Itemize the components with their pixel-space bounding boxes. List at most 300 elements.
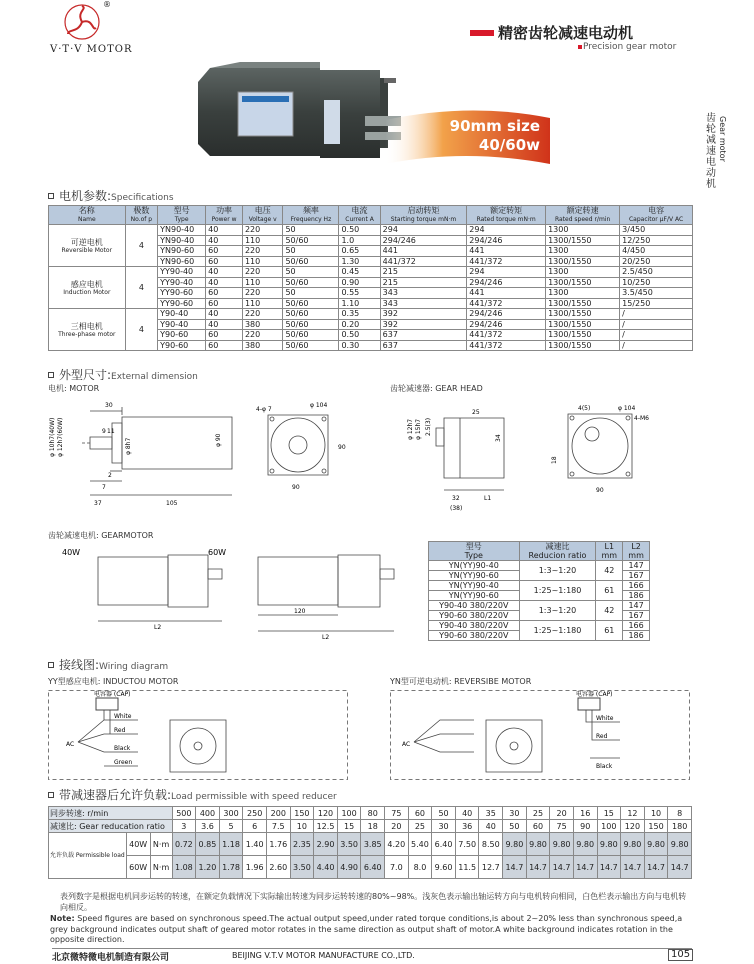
spec-poles: 4 xyxy=(125,225,158,267)
page-title: 精密齿轮减速电动机 xyxy=(498,24,634,42)
dim-30: 30 xyxy=(105,402,113,409)
group-en: Induction Motor xyxy=(63,288,111,296)
motor-side-drawing xyxy=(252,395,352,495)
dim-shaft-12: φ 12h7 xyxy=(407,418,414,440)
load-value: 3.50 xyxy=(290,856,314,879)
spec-cell: 3.5/450 xyxy=(620,288,693,299)
load-ratio-cell: 40 xyxy=(479,820,503,833)
spec-cell: 0.50 xyxy=(339,225,380,236)
dim-120: 120 xyxy=(294,608,306,615)
yn-wiring-diagram xyxy=(390,690,690,780)
ratio-col-en: mm xyxy=(628,551,644,560)
load-value: 1.96 xyxy=(243,856,267,879)
title-dot xyxy=(578,45,582,49)
load-row xyxy=(49,833,692,856)
spec-cell: 1300/1550 xyxy=(546,340,620,351)
spec-cell: 380 xyxy=(242,340,282,351)
dim-104: φ 104 xyxy=(310,402,328,409)
note-en-label: Note: xyxy=(50,914,75,923)
dim-105: 105 xyxy=(166,500,178,507)
spec-cell: 60 xyxy=(206,288,243,299)
spec-cell: 60 xyxy=(206,256,243,267)
spec-cell: 50/60 xyxy=(283,330,339,341)
load-value: 1.76 xyxy=(266,833,290,856)
load-speed-cell: 8 xyxy=(668,807,692,820)
yn-white: White xyxy=(596,715,614,722)
ratio-row xyxy=(429,601,650,611)
square-bullet-icon xyxy=(48,662,54,668)
load-value: 2.35 xyxy=(290,833,314,856)
load-value: 14.7 xyxy=(526,856,550,879)
spec-col-cn: 型号 xyxy=(173,206,190,215)
load-speed-cell: 25 xyxy=(526,807,550,820)
size-line-2: 40/60w xyxy=(478,136,540,154)
spec-cell: 60 xyxy=(206,330,243,341)
dim-11: 11 xyxy=(107,428,115,435)
ratio-row xyxy=(429,621,650,631)
load-speed-label: 同步转速: r/min xyxy=(49,807,173,820)
load-value: 14.7 xyxy=(573,856,597,879)
load-value: 9.80 xyxy=(644,833,668,856)
load-value: 5.40 xyxy=(408,833,432,856)
load-value: 9.80 xyxy=(597,833,621,856)
dim-90-h: 90 xyxy=(292,484,300,491)
spec-cell: YY90-40 xyxy=(158,267,206,278)
dim-2: 2 xyxy=(108,472,112,479)
spec-cell: 0.30 xyxy=(339,340,380,351)
spec-cell: / xyxy=(620,319,693,330)
group-en: Three-phase motor xyxy=(58,330,116,338)
motor-drawing xyxy=(50,395,240,513)
ratio-l2: 167 xyxy=(623,611,650,621)
load-value: 14.7 xyxy=(550,856,574,879)
load-speed-cell: 200 xyxy=(266,807,290,820)
ratio-type: Y90-40 380/220V xyxy=(429,621,520,631)
spec-col-cn: 额定转矩 xyxy=(490,206,523,215)
spec-cell: 40 xyxy=(206,235,243,246)
load-value: 14.7 xyxy=(644,856,668,879)
spec-cell: 110 xyxy=(242,298,282,309)
ratio-col-cn: 型号 xyxy=(465,542,482,551)
spec-cell: 0.35 xyxy=(339,309,380,320)
ratio-col-en: Reducion ratio xyxy=(528,551,587,560)
load-table xyxy=(48,806,692,879)
spec-col-cn: 启动转矩 xyxy=(407,206,440,215)
spec-cell: 220 xyxy=(242,225,282,236)
load-value: 9.80 xyxy=(526,833,550,856)
load-value: 2.60 xyxy=(266,856,290,879)
load-speed-cell: 16 xyxy=(573,807,597,820)
spec-cell: 1300 xyxy=(546,267,620,278)
yy-cap: 电容器 (CAP) xyxy=(94,691,131,698)
spec-col-en: Capacitor μF/V AC xyxy=(628,216,684,223)
label-60w: 60W xyxy=(208,548,227,557)
load-value: 4.40 xyxy=(314,856,338,879)
gearhead-side-drawing xyxy=(548,400,658,500)
spec-col-cn: 频率 xyxy=(302,206,319,215)
dim-L1: L1 xyxy=(484,495,492,502)
spec-cell: 50/60 xyxy=(283,235,339,246)
group-en: Reversible Motor xyxy=(61,246,113,254)
spec-cell: 50/60 xyxy=(283,340,339,351)
dim-L2-40w: L2 xyxy=(154,624,162,631)
dim-shaft-40w: φ 10h7(40W) xyxy=(49,417,56,457)
yy-label: YY型感应电机: INDUCTOU MOTOR xyxy=(48,677,179,686)
dim-g90: 90 xyxy=(596,487,604,494)
spec-cell: / xyxy=(620,340,693,351)
group-cn: 感应电机 xyxy=(70,279,103,289)
dim-90-v: 90 xyxy=(338,444,346,451)
ratio-type: Y90-40 380/220V xyxy=(429,601,520,611)
yy-red: Red xyxy=(114,727,126,734)
footer-company-cn: 北京微特微电机制造有限公司 xyxy=(52,953,170,963)
square-bullet-icon xyxy=(48,372,54,378)
yn-red: Red xyxy=(596,733,608,740)
gearmotor-drawing xyxy=(58,545,418,640)
ratio-col-header xyxy=(429,542,520,561)
load-value: 7.0 xyxy=(385,856,409,879)
dims-heading xyxy=(48,366,198,383)
load-value: 9.60 xyxy=(432,856,456,879)
spec-col-cn: 电流 xyxy=(351,206,368,215)
ratio-col-cn: L2 xyxy=(631,542,641,551)
load-ratio-cell: 25 xyxy=(408,820,432,833)
spec-cell: YY90-60 xyxy=(158,288,206,299)
load-speed-row xyxy=(49,807,692,820)
spec-cell: 1.0 xyxy=(339,235,380,246)
ratio-l2: 186 xyxy=(623,631,650,641)
spec-cell: / xyxy=(620,330,693,341)
ratio-l2: 166 xyxy=(623,581,650,591)
load-value: 9.80 xyxy=(573,833,597,856)
spec-group-name xyxy=(49,309,126,351)
spec-cell: 215 xyxy=(380,277,467,288)
load-value: 1.18 xyxy=(219,833,243,856)
spec-cell: 40 xyxy=(206,319,243,330)
spec-cell: 1300/1550 xyxy=(546,256,620,267)
load-heading-cn: 带减速器后允许负载: xyxy=(59,788,172,802)
group-cn: 可逆电机 xyxy=(70,237,103,247)
spec-cell: 220 xyxy=(242,288,282,299)
load-ratio-cell: 120 xyxy=(621,820,645,833)
spec-cell: 1300/1550 xyxy=(546,277,620,288)
load-value: 12.7 xyxy=(479,856,503,879)
spec-cell: 1300/1550 xyxy=(546,235,620,246)
spec-cell: 50/60 xyxy=(283,298,339,309)
load-value: 4.20 xyxy=(385,833,409,856)
load-side-label: 允许负载 Permissible load xyxy=(49,833,127,879)
load-ratio-label: 减速比: Gear reducation ratio xyxy=(49,820,173,833)
load-speed-cell: 12 xyxy=(621,807,645,820)
spec-col-header xyxy=(242,206,282,225)
spec-cell: 220 xyxy=(242,267,282,278)
size-label xyxy=(430,117,540,155)
gearhead-drawing xyxy=(400,400,520,512)
yn-label: YN型可逆电动机: REVERSIBE MOTOR xyxy=(390,677,532,686)
spec-cell: 220 xyxy=(242,309,282,320)
spec-cell: 50 xyxy=(283,288,339,299)
spec-col-cn: 极数 xyxy=(133,206,150,215)
load-speed-cell: 15 xyxy=(597,807,621,820)
ratio-table xyxy=(428,541,650,641)
load-value: 3.85 xyxy=(361,833,385,856)
dim-9: 9 xyxy=(102,428,106,435)
spec-cell: 50/60 xyxy=(283,256,339,267)
spec-heading-cn: 电机参数: xyxy=(59,189,112,203)
spec-cell: 1300/1550 xyxy=(546,330,620,341)
dims-heading-en: External dimension xyxy=(111,372,198,382)
yy-ac: AC xyxy=(66,741,75,748)
spec-row xyxy=(49,309,693,320)
load-speed-cell: 500 xyxy=(172,807,196,820)
load-speed-cell: 100 xyxy=(337,807,361,820)
dim-g104: φ 104 xyxy=(618,405,636,412)
spec-cell: 12/250 xyxy=(620,235,693,246)
wiring-heading-en: Wiring diagram xyxy=(99,662,169,672)
side-title-cn: 齿轮减速电动机 xyxy=(706,113,716,190)
spec-col-en: Rated speed r/min xyxy=(554,216,611,223)
load-ratio-cell: 18 xyxy=(361,820,385,833)
footer-company-en: BEIJING V.T.V MOTOR MANUFACTURE CO.,LTD. xyxy=(232,951,415,960)
spec-cell: 1300 xyxy=(546,225,620,236)
spec-cell: 0.65 xyxy=(339,246,380,257)
spec-cell: Y90-40 xyxy=(158,309,206,320)
spec-col-cn: 电压 xyxy=(254,206,271,215)
spec-cell: YN90-60 xyxy=(158,256,206,267)
spec-cell: 110 xyxy=(242,235,282,246)
yy-white: White xyxy=(114,713,132,720)
load-ratio-cell: 6 xyxy=(243,820,267,833)
spec-cell: 0.90 xyxy=(339,277,380,288)
load-ratio-cell: 50 xyxy=(503,820,527,833)
spec-cell: 441 xyxy=(467,246,546,257)
dim-38: (38) xyxy=(450,505,463,512)
spec-col-header xyxy=(158,206,206,225)
yy-wiring-diagram xyxy=(48,690,348,780)
ratio-l2: 186 xyxy=(623,591,650,601)
dim-holes: 4-φ 7 xyxy=(256,406,272,413)
load-value: 2.90 xyxy=(314,833,338,856)
spec-cell: 294/246 xyxy=(467,277,546,288)
spec-cell: 441/372 xyxy=(380,256,467,267)
load-value: 4.90 xyxy=(337,856,361,879)
spec-cell: 1300 xyxy=(546,246,620,257)
load-speed-cell: 30 xyxy=(503,807,527,820)
load-ratio-cell: 30 xyxy=(432,820,456,833)
spec-cell: 392 xyxy=(380,309,467,320)
registered-mark: ® xyxy=(103,0,111,9)
spec-col-cn: 额定转速 xyxy=(566,206,599,215)
spec-cell: 343 xyxy=(380,298,467,309)
spec-cell: 0.55 xyxy=(339,288,380,299)
load-ratio-cell: 60 xyxy=(526,820,550,833)
spec-cell: 220 xyxy=(242,246,282,257)
load-value: 9.80 xyxy=(550,833,574,856)
spec-cell: 1300/1550 xyxy=(546,309,620,320)
load-ratio-cell: 7.5 xyxy=(266,820,290,833)
load-speed-cell: 150 xyxy=(290,807,314,820)
spec-cell: 2.5/450 xyxy=(620,267,693,278)
dim-m6: 4-M6 xyxy=(634,415,649,422)
spec-col-cn: 功率 xyxy=(216,206,233,215)
spec-col-header xyxy=(339,206,380,225)
ratio-l1: 42 xyxy=(596,601,623,621)
dim-32: 32 xyxy=(452,495,460,502)
note-en-text: Speed figures are based on synchronous speed.The actual output speed,under rated torque conditions,is about 2~20% less than synchronous speed,a grey background indicates output shaft of geared motor rotates in the same direction as output shaft of motor.A white background indicates rotation in the opposite direction. xyxy=(50,914,683,944)
load-value: 14.7 xyxy=(621,856,645,879)
load-speed-cell: 20 xyxy=(550,807,574,820)
ratio-col-header xyxy=(519,542,596,561)
dim-25: 25 xyxy=(472,409,480,416)
load-power: 40W xyxy=(126,833,150,856)
spec-cell: YY90-40 xyxy=(158,277,206,288)
load-value: 14.7 xyxy=(597,856,621,879)
spec-cell: 110 xyxy=(242,256,282,267)
label-40w: 40W xyxy=(62,548,81,557)
spec-cell: 294/246 xyxy=(467,319,546,330)
load-value: 1.78 xyxy=(219,856,243,879)
spec-cell: YN90-40 xyxy=(158,225,206,236)
spec-cell: 294 xyxy=(380,225,467,236)
spec-col-header xyxy=(467,206,546,225)
ratio-l1: 61 xyxy=(596,581,623,601)
load-value: 0.85 xyxy=(196,833,220,856)
dim-2-5: 2.5(3) xyxy=(425,417,432,436)
load-ratio-cell: 3 xyxy=(172,820,196,833)
spec-cell: YN90-40 xyxy=(158,235,206,246)
spec-cell: 294/246 xyxy=(467,309,546,320)
gearmotor-label: 齿轮减速电机: GEARMOTOR xyxy=(48,531,154,540)
spec-cell: 215 xyxy=(380,267,467,278)
spec-cell: 294 xyxy=(467,225,546,236)
ratio-col-cn: L1 xyxy=(604,542,615,551)
spec-heading xyxy=(48,187,174,204)
spec-cell: 20/250 xyxy=(620,256,693,267)
ratio-type: YN(YY)90-60 xyxy=(429,571,520,581)
spec-poles: 4 xyxy=(125,309,158,351)
spec-cell: 294/246 xyxy=(380,235,467,246)
dim-shaft-60w: φ 12h7(60W) xyxy=(57,417,64,457)
load-value: 14.7 xyxy=(668,856,692,879)
spec-col-en: Frequency Hz xyxy=(290,216,332,223)
group-cn: 三相电机 xyxy=(70,321,103,331)
ratio-l2: 166 xyxy=(623,621,650,631)
ratio-type: Y90-60 380/220V xyxy=(429,631,520,641)
ratio-l2: 147 xyxy=(623,601,650,611)
spec-cell: 441 xyxy=(467,288,546,299)
ratio-col-header xyxy=(623,542,650,561)
load-ratio-cell: 20 xyxy=(385,820,409,833)
load-speed-cell: 400 xyxy=(196,807,220,820)
ratio-row xyxy=(429,561,650,571)
spec-cell: 60 xyxy=(206,340,243,351)
spec-cell: 50/60 xyxy=(283,319,339,330)
spec-cell: 3/450 xyxy=(620,225,693,236)
square-bullet-icon xyxy=(48,792,54,798)
spec-cell: 40 xyxy=(206,225,243,236)
square-bullet-icon xyxy=(48,193,54,199)
spec-col-header xyxy=(125,206,158,225)
spec-col-en: Rated torque mN·m xyxy=(476,216,536,223)
load-speed-cell: 300 xyxy=(219,807,243,820)
spec-col-header xyxy=(380,206,467,225)
brand-logo xyxy=(62,3,102,41)
dim-phi8: φ 8h7 xyxy=(125,437,132,455)
spec-cell: 1300/1550 xyxy=(546,319,620,330)
motor-label: 电机: MOTOR xyxy=(48,384,100,393)
ratio-value: 1:25~1:180 xyxy=(519,581,596,601)
spec-cell: 60 xyxy=(206,246,243,257)
yy-black: Black xyxy=(114,745,131,752)
spec-cell: Y90-40 xyxy=(158,319,206,330)
load-speed-cell: 250 xyxy=(243,807,267,820)
spec-cell: 50/60 xyxy=(283,277,339,288)
page-number: 105 xyxy=(668,949,693,961)
load-value: 9.80 xyxy=(621,833,645,856)
load-ratio-cell: 15 xyxy=(337,820,361,833)
spec-col-cn: 电容 xyxy=(648,206,665,215)
size-line-1: 90mm size xyxy=(449,117,540,135)
load-ratio-cell: 75 xyxy=(550,820,574,833)
load-speed-cell: 50 xyxy=(432,807,456,820)
spec-cell: 110 xyxy=(242,277,282,288)
load-unit: N·m xyxy=(150,856,172,879)
spec-cell: 441/372 xyxy=(467,256,546,267)
load-power: 60W xyxy=(126,856,150,879)
title-accent-bar xyxy=(470,30,494,36)
wiring-heading-cn: 接线图: xyxy=(59,658,100,672)
load-value: 1.20 xyxy=(196,856,220,879)
spec-cell: 1.30 xyxy=(339,256,380,267)
load-value: 1.08 xyxy=(172,856,196,879)
spec-cell: 50 xyxy=(283,225,339,236)
spec-col-header xyxy=(546,206,620,225)
yn-ac: AC xyxy=(402,741,411,748)
load-value: 9.80 xyxy=(668,833,692,856)
dim-7: 7 xyxy=(102,484,106,491)
load-ratio-cell: 150 xyxy=(644,820,668,833)
page-subtitle: Precision gear motor xyxy=(583,42,677,52)
spec-cell: 1300 xyxy=(546,288,620,299)
footer-rule xyxy=(52,948,692,949)
load-value: 7.50 xyxy=(455,833,479,856)
load-row xyxy=(49,856,692,879)
dim-34: 34 xyxy=(495,434,502,442)
ratio-type: YN(YY)90-60 xyxy=(429,591,520,601)
spec-col-en: Voltage v xyxy=(248,216,277,223)
load-value: 1.40 xyxy=(243,833,267,856)
load-speed-cell: 60 xyxy=(408,807,432,820)
load-heading xyxy=(48,786,337,803)
spec-cell: YN90-60 xyxy=(158,246,206,257)
ratio-l1: 61 xyxy=(596,621,623,641)
spec-col-en: Name xyxy=(77,216,96,223)
spec-cell: 10/250 xyxy=(620,277,693,288)
load-value: 9.80 xyxy=(503,833,527,856)
spec-col-header xyxy=(49,206,126,225)
spec-cell: 294/246 xyxy=(467,235,546,246)
spec-row xyxy=(49,267,693,278)
ratio-l1: 42 xyxy=(596,561,623,581)
spec-cell: 441 xyxy=(380,246,467,257)
load-speed-cell: 10 xyxy=(644,807,668,820)
spec-cell: 220 xyxy=(242,330,282,341)
spec-cell: 441/372 xyxy=(467,298,546,309)
load-ratio-cell: 100 xyxy=(597,820,621,833)
ratio-col-en: mm xyxy=(601,551,618,560)
spec-cell: Y90-60 xyxy=(158,330,206,341)
spec-col-header xyxy=(283,206,339,225)
